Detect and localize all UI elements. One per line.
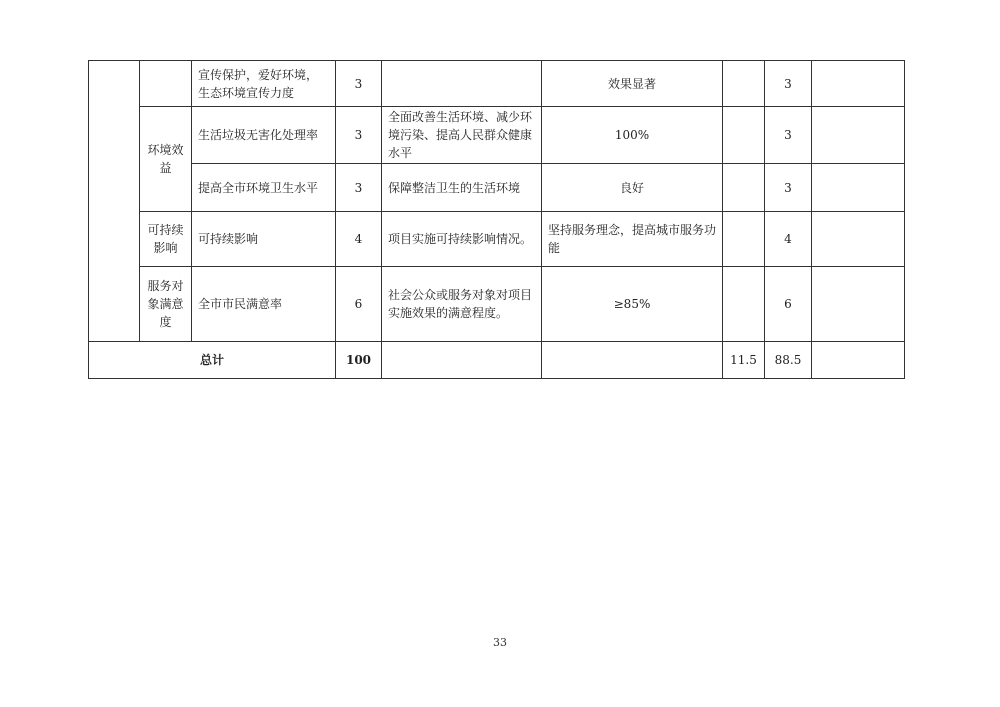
weight-cell: 4 [336, 212, 382, 267]
deduction-cell [723, 164, 765, 212]
score-cell: 3 [765, 61, 812, 107]
total-deduction: 11.5 [723, 342, 765, 379]
score-cell: 4 [765, 212, 812, 267]
actual-cell: 坚持服务理念，提高城市服务功能 [542, 212, 723, 267]
target-cell: 保障整洁卫生的生活环境 [382, 164, 542, 212]
indicator-cell: 生活垃圾无害化处理率 [192, 107, 336, 164]
total-weight: 100 [336, 342, 382, 379]
category-sustainable-impact: 可持续影响 [140, 212, 192, 267]
indicator-cell: 可持续影响 [192, 212, 336, 267]
category-environment-benefit: 环境效益 [140, 107, 192, 212]
page-number: 33 [493, 636, 507, 649]
category-service-satisfaction: 服务对象满意度 [140, 267, 192, 342]
level2-category-cell [140, 61, 192, 107]
actual-cell: 良好 [542, 164, 723, 212]
target-cell: 社会公众或服务对象对项目实施效果的满意程度。 [382, 267, 542, 342]
actual-cell: 100% [542, 107, 723, 164]
total-actual [542, 342, 723, 379]
deduction-cell [723, 107, 765, 164]
table-row [89, 107, 905, 164]
remark-cell [812, 267, 905, 342]
deduction-cell [723, 212, 765, 267]
total-score: 88.5 [765, 342, 812, 379]
score-cell: 3 [765, 107, 812, 164]
remark-cell [812, 212, 905, 267]
table-row [89, 61, 905, 107]
total-target [382, 342, 542, 379]
total-remark [812, 342, 905, 379]
level1-category-cell [89, 61, 140, 342]
actual-cell: ≥85% [542, 267, 723, 342]
indicator-cell: 全市市民满意率 [192, 267, 336, 342]
remark-cell [812, 164, 905, 212]
table-row [89, 164, 905, 212]
weight-cell: 3 [336, 164, 382, 212]
weight-cell: 3 [336, 61, 382, 107]
table-row [89, 267, 905, 342]
remark-cell [812, 61, 905, 107]
remark-cell [812, 107, 905, 164]
performance-evaluation-table [88, 60, 905, 379]
total-label: 总计 [89, 342, 336, 379]
actual-cell: 效果显著 [542, 61, 723, 107]
weight-cell: 3 [336, 107, 382, 164]
weight-cell: 6 [336, 267, 382, 342]
indicator-cell: 提高全市环境卫生水平 [192, 164, 336, 212]
score-cell: 6 [765, 267, 812, 342]
deduction-cell [723, 61, 765, 107]
table-row [89, 212, 905, 267]
indicator-cell: 宣传保护，爱好环境，生态环境宣传力度 [192, 61, 336, 107]
score-cell: 3 [765, 164, 812, 212]
target-cell: 项目实施可持续影响情况。 [382, 212, 542, 267]
target-cell: 全面改善生活环境、减少环境污染、提高人民群众健康水平 [382, 107, 542, 164]
total-row [89, 342, 905, 379]
target-cell [382, 61, 542, 107]
deduction-cell [723, 267, 765, 342]
